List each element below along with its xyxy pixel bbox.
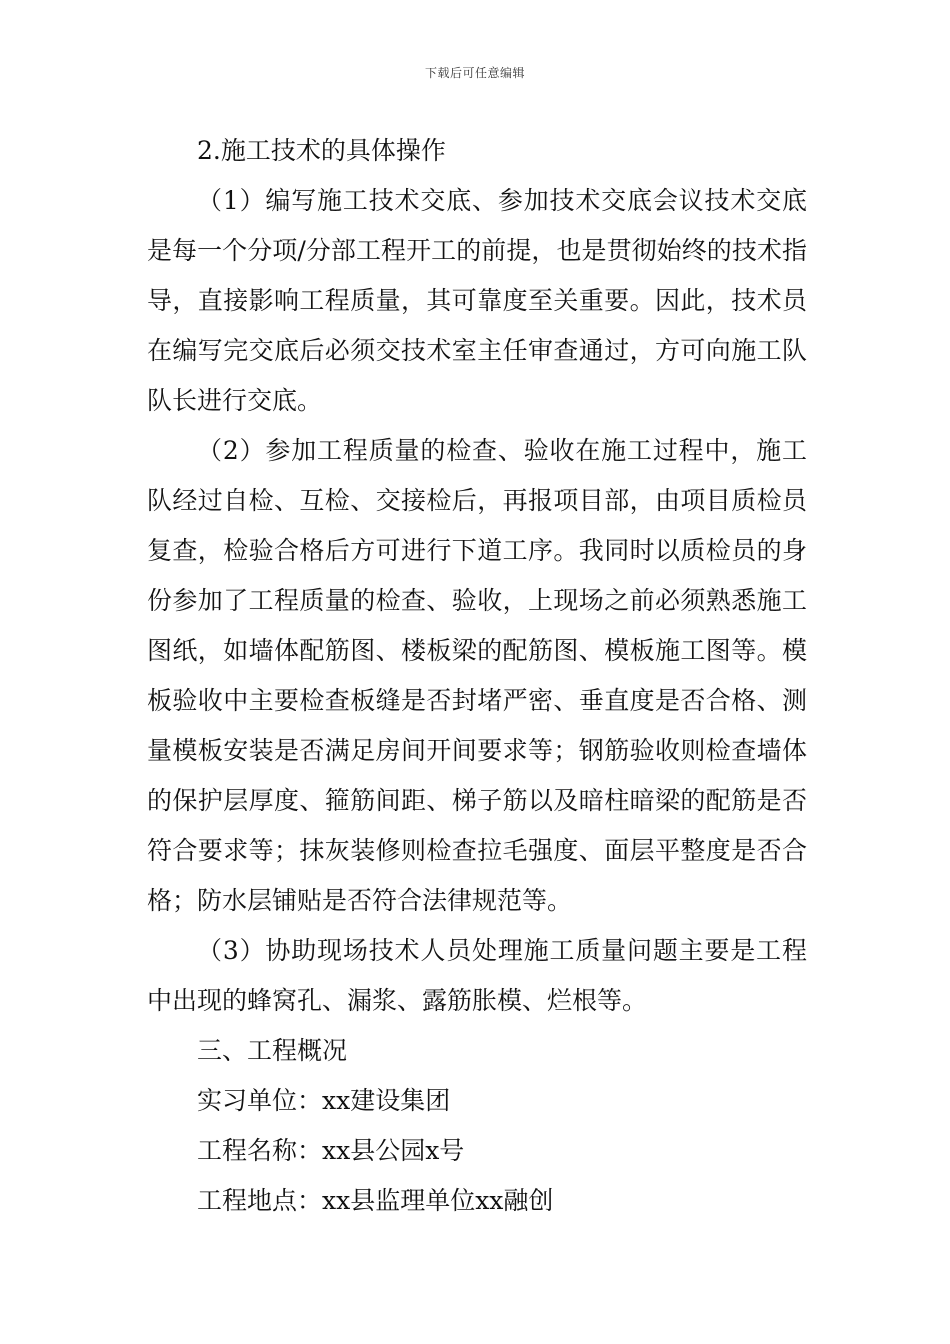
page-header-note: 下载后可任意编辑 xyxy=(424,66,525,80)
info-line-unit: 实习单位：xx建设集团 xyxy=(197,1086,451,1115)
section-subheading: 2.施工技术的具体操作 xyxy=(197,136,446,165)
paragraph-item-3: （3）协助现场技术人员处理施工质量问题主要是工程中出现的蜂窝孔、漏浆、露筋胀模、烂根等。 xyxy=(147,936,807,1015)
document-body xyxy=(147,126,807,1226)
info-line-project-name: 工程名称：xx县公园x号 xyxy=(197,1136,465,1165)
paragraph-item-1: （1）编写施工技术交底、参加技术交底会议技术交底是每一个分项/分部工程开工的前提，也是贯彻始终的技术指导，直接影响工程质量，其可靠度至关重要。因此，技术员在编写完交底后必须交技术室主任审查通过，方可向施工队队长进行交底。 xyxy=(147,186,807,415)
section-heading-overview: 三、工程概况 xyxy=(197,1036,348,1065)
info-line-project-location: 工程地点：xx县监理单位xx融创 xyxy=(197,1186,554,1215)
paragraph-item-2: （2）参加工程质量的检查、验收在施工过程中，施工队经过自检、互检、交接检后，再报项目部，由项目质检员复查，检验合格后方可进行下道工序。我同时以质检员的身份参加了工程质量的检查、验收，上现场之前必须熟悉施工图纸，如墙体配筋图、楼板梁的配筋图、模板施工图等。模板验收中主要检查板缝是否封堵严密、垂直度是否合格、测量模板安装是否满足房间开间要求等；钢筋验收则检查墙体的保护层厚度、箍筋间距、梯子筋以及暗柱暗梁的配筋是否符合要求等；抹灰装修则检查拉毛强度、面层平整度是否合格；防水层铺贴是否符合法律规范等。 xyxy=(147,436,807,915)
